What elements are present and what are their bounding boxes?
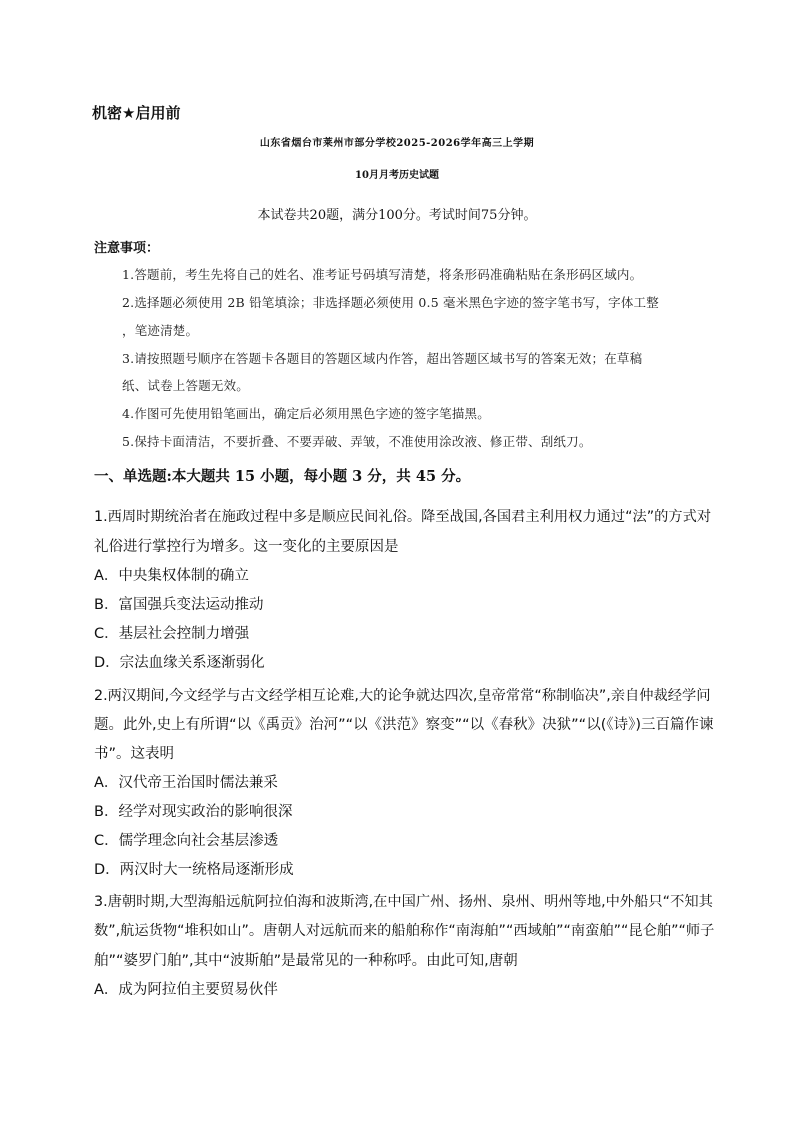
note-line: 纸、试卷上答题无效。 <box>122 378 250 393</box>
note-line: 3.请按照题号顺序在答题卡各题目的答题区域内作答，超出答题区域书写的答案无效；在草稿 <box>122 351 643 366</box>
exam-title-line1: 山东省烟台市莱州市部分学校2025-2026学年高三上学期 <box>259 138 535 149</box>
note-line: 1.答题前，考生先将自己的姓名、准考证号码填写清楚，将条形码准确粘贴在条形码区域内。 <box>122 267 643 282</box>
question-1-line: 1.西周时期统治者在施政过程中多是顺应民间礼俗。降至战国,各国君主利用权力通过“法”的方式对 <box>94 509 712 525</box>
question-2-line: 书”。这表明 <box>94 746 175 762</box>
question-1-option-a: A．中央集权体制的确立 <box>94 568 249 584</box>
question-2-line: 2.两汉期间,今文经学与古文经学相互论难,大的论争就达四次,皇帝常常“称制临决”,亲自仲裁经学问 <box>94 688 711 704</box>
question-2-line: 题。此外,史上有所谓“以《禹贡》治河”“以《洪范》察变”“以《春秋》决狱”“以(《诗》)三百篇作谏 <box>94 717 714 733</box>
question-3-line: 3.唐朝时期,大型海船远航阿拉伯海和波斯湾,在中国广州、扬州、泉州、明州等地,中外船只“不知其 <box>94 894 713 910</box>
note-line: 4.作图可先使用铅笔画出，确定后必须用黑色字迹的签字笔描黑。 <box>122 406 490 421</box>
note-line: 5.保持卡面清洁，不要折叠、不要弄破、弄皱，不准使用涂改液、修正带、刮纸刀。 <box>122 434 592 449</box>
note-line: ，笔迹清楚。 <box>122 323 199 338</box>
question-1-option-d: D．宗法血缘关系逐渐弱化 <box>94 655 265 671</box>
question-3-option-a: A．成为阿拉伯主要贸易伙伴 <box>94 982 278 998</box>
question-2-option-c: C．儒学理念向社会基层渗透 <box>94 833 279 849</box>
question-3-line: 数”,航运货物“堆积如山”。唐朝人对远航而来的船舶称作“南海舶”“西域舶”“南蛮舶”“昆仑舶”“师子 <box>94 923 715 939</box>
question-2-option-a: A．汉代帝王治国时儒法兼采 <box>94 775 278 791</box>
question-1-line: 礼俗进行掌控行为增多。这一变化的主要原因是 <box>94 539 399 555</box>
confidential-label: 机密★启用前 <box>92 104 181 122</box>
note-line: 2.选择题必须使用 2B 铅笔填涂；非选择题必须使用 0.5 毫米黑色字迹的签字笔书写，字体工整 <box>122 295 659 310</box>
question-2-option-b: B．经学对现实政治的影响很深 <box>94 804 293 820</box>
question-2-option-d: D．两汉时大一统格局逐渐形成 <box>94 862 294 878</box>
question-1-option-b: B．富国强兵变法运动推动 <box>94 597 264 613</box>
question-1-option-c: C．基层社会控制力增强 <box>94 626 250 642</box>
exam-title-line2: 10月月考历史试题 <box>355 170 439 181</box>
question-3-line: 舶”“婆罗门舶”,其中“波斯舶”是最常见的一种称呼。由此可知,唐朝 <box>94 953 518 969</box>
exam-info: 本试卷共20题，满分100分。考试时间75分钟。 <box>257 208 537 223</box>
section-title: 一、单选题:本大题共 15 小题，每小题 3 分，共 45 分。 <box>94 468 471 485</box>
notes-title: 注意事项： <box>94 241 160 256</box>
